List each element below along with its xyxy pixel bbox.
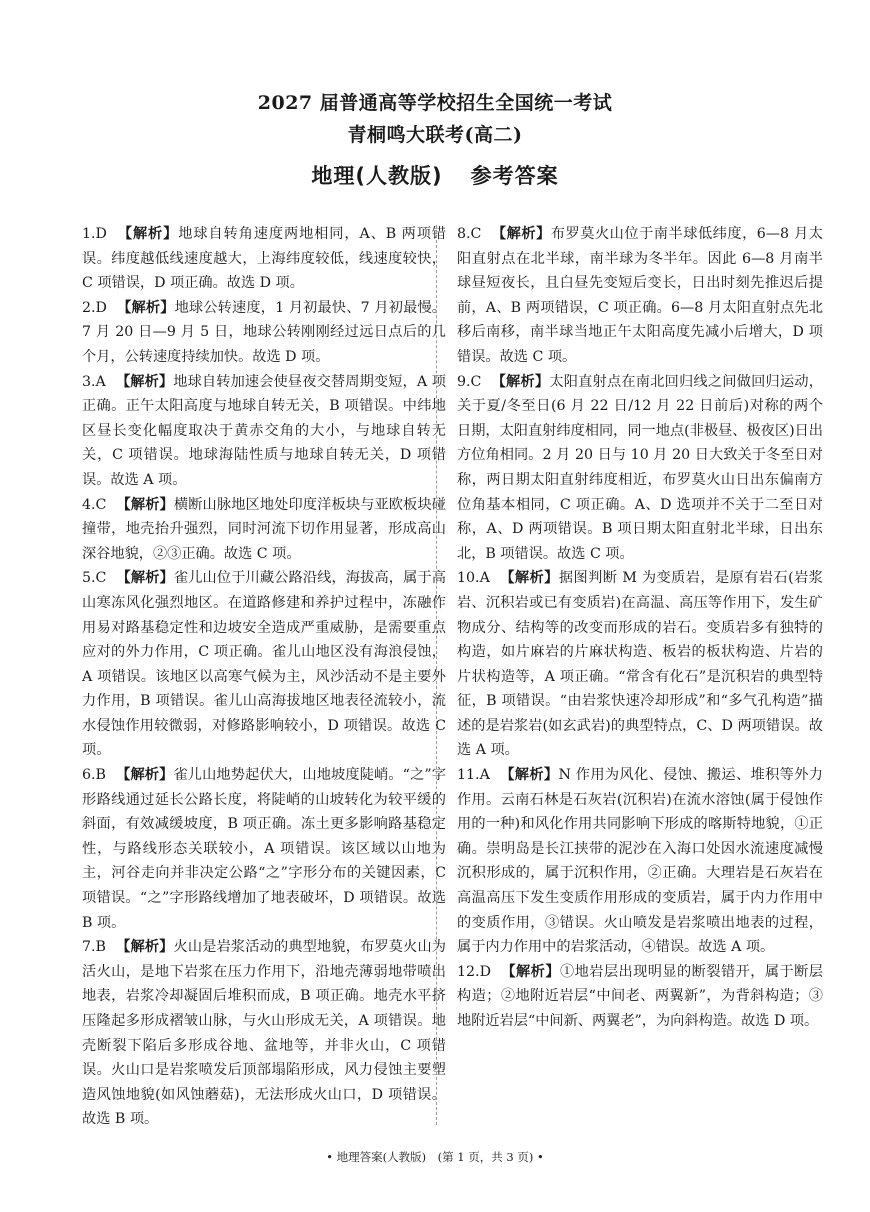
- analysis-text: 横断山脉地区地处印度洋板块与亚欧板块碰撞带，地壳抬升强烈，同时河流下切作用显著，形成高山深谷地貌，②③正确。故选 C 项。: [82, 496, 446, 562]
- answer-choice: A: [479, 570, 490, 587]
- analysis-tag: 【解析】: [116, 570, 174, 587]
- right-column: [457, 222, 823, 1034]
- analysis-tag: 【解析】: [491, 226, 551, 242]
- subject-name: 地理(人教版): [311, 164, 443, 188]
- question-number: 6.: [82, 767, 96, 784]
- analysis-text: ①地岩层出现明显的断裂错开，属于断层构造；②地附近岩层“中间老、两翼新”，为背斜构造；③地附近岩层“中间新、两翼老”，为向斜构造。故选 D 项。: [457, 963, 823, 1029]
- analysis-tag: 【解析】: [115, 373, 174, 390]
- answer-choice: A: [95, 373, 106, 390]
- question-number: 9.: [457, 373, 471, 390]
- answer-item: [82, 222, 446, 296]
- analysis-text: 地球自转角速度两地相同，A、B 两项错误。纬度越低线速度越大，上海纬度较低，线速度较快，C 项错误，D 项正确。故选 D 项。: [82, 226, 446, 292]
- question-number: 2.: [82, 299, 96, 316]
- answer-item: [82, 763, 446, 935]
- analysis-text: 地球公转速度，1 月初最快、7 月初最慢。7 月 20 日—9 月 5 日，地球公转刚刚经过远日点后的几个月，公转速度持续加快。故选 D 项。: [82, 299, 446, 365]
- answer-item: [457, 370, 823, 567]
- question-number: 3.: [82, 373, 96, 390]
- answer-item: [82, 370, 446, 493]
- answer-choice: C: [95, 570, 107, 587]
- analysis-text: 雀儿山位于川藏公路沿线，海拔高，属于高山寒冻风化强烈地区。在道路修建和养护过程中，冻融作用易对路基稳定性和边坡安全造成严重威胁，是需要重点应对的外力作用，C 项正确。雀儿山地区没有海浪侵蚀，A 项错误。该地区以高寒气候为主，风沙活动不是主要外力作用，B 项错误。雀儿山高海拔地区地表径流较小，流水侵蚀作用较微弱，对修路影响较小，D 项错误。故选 C 项。: [82, 570, 446, 759]
- question-number: 11.: [457, 767, 480, 784]
- answer-item: [82, 566, 446, 763]
- question-number: 4.: [82, 496, 96, 513]
- question-number: 8.: [457, 226, 471, 242]
- answer-item: [82, 296, 446, 370]
- analysis-tag: 【解析】: [116, 226, 179, 242]
- analysis-tag: 【解析】: [115, 767, 174, 784]
- question-number: 7.: [82, 939, 96, 956]
- answer-item: [457, 566, 823, 763]
- answer-choice: B: [95, 939, 106, 956]
- analysis-tag: 【解析】: [116, 496, 174, 513]
- analysis-text: 据图判断 M 为变质岩，是原有岩石(岩浆岩、沉积岩或已有变质岩)在高温、高压等作用下，发生矿物成分、结构等的改变而形成的岩石。变质岩多有独特的构造，如片麻岩的片麻状构造、板岩的板状构造、片岩的片状构造等，A 项正确。“常含有化石”是沉积岩的典型特征，B 项错误。“由岩浆快速冷却形成”和“多气孔构造”描述的是岩浆岩(如玄武岩)的典型特点，C、D 两项错误。故选 A 项。: [457, 570, 823, 759]
- analysis-tag: 【解析】: [499, 570, 559, 587]
- answer-item: [457, 222, 823, 370]
- analysis-text: 布罗莫火山位于南半球低纬度，6—8 月太阳直射点在北半球，南半球为冬半年。因此 6—8 月南半球昼短夜长，且白昼先变短后变长，日出时刻先推迟后提前，A、B 两项错误，C 项正确。6—8 月太阳直射点先北移后南移，南半球当地正午太阳高度先减小后增大，D 项错误。故选 C 项。: [457, 226, 823, 365]
- answer-choice: B: [95, 767, 106, 784]
- answer-choice: D: [479, 963, 491, 980]
- answer-item: [457, 763, 823, 960]
- analysis-text: 太阳直射点在南北回归线之间做回归运动，关于夏/冬至日(6 月 22 日/12 月 22 日前后)对称的两个日期，太阳直射纬度相同，同一地点(非极昼、极夜区)日出方位角相同。2 月 20 日与 10 月 20 日大致关于冬至日对称，两日期太阳直射纬度相近，布罗莫火山日出东偏南方位角基本相同，C 项正确。A、D 选项并不关于二至日对称，A、D 两项错误。B 项日期太阳直射北半球，日出东北，B 项错误。故选 C 项。: [457, 373, 823, 562]
- answer-choice: C: [95, 496, 107, 513]
- question-number: 10.: [457, 570, 480, 587]
- question-number: 1.: [82, 226, 96, 242]
- analysis-text: 地球自转加速会使昼夜交替周期变短，A 项正确。正午太阳高度与地球自转无关，B 项错误。中纬地区昼长变化幅度取决于黄赤交角的大小，与地球自转无关，C 项错误。地球海陆性质与地球自转无关，D 项错误。故选 A 项。: [82, 373, 446, 488]
- answer-choice: D: [95, 299, 107, 316]
- column-divider: [436, 225, 437, 1125]
- analysis-tag: 【解析】: [499, 767, 559, 784]
- analysis-tag: 【解析】: [491, 373, 550, 390]
- analysis-text: N 作用为风化、侵蚀、搬运、堆积等外力作用。云南石林是石灰岩(沉积岩)在流水溶蚀(属于侵蚀作用的一种)和风化作用共同影响下形成的喀斯特地貌，①正确。崇明岛是长江挟带的泥沙在入海口处因水流速度减慢沉积形成的，属于沉积作用，②正确。大理岩是石灰岩在高温高压下发生变质作用形成的变质岩，属于内力作用中的变质作用，③错误。火山喷发是岩浆喷出地表的过程，属于内力作用中的岩浆活动，④错误。故选 A 项。: [457, 767, 823, 956]
- analysis-tag: 【解析】: [115, 939, 174, 956]
- exam-subtitle: 青桐鸣大联考(高二): [347, 124, 523, 146]
- exam-title: 2027 届普通高等学校招生全国统一考试: [257, 92, 613, 114]
- analysis-text: 雀儿山地势起伏大，山地坡度陡峭。“之”字形路线通过延长公路长度，将陡峭的山坡转化为较平缓的斜面，有效减缓坡度，B 项正确。冻土更多影响路基稳定性，与路线形态关联较小，A 项错误。该区域以山地为主，河谷走向并非决定公路“之”字形分布的关键因素，C 项错误。“之”字形路线增加了地表破坏，D 项错误。故选 B 项。: [82, 767, 446, 931]
- answer-item: [82, 493, 446, 567]
- doc-type: 参考答案: [470, 164, 559, 188]
- analysis-tag: 【解析】: [116, 299, 175, 316]
- analysis-tag: 【解析】: [500, 963, 560, 980]
- question-number: 5.: [82, 570, 96, 587]
- answer-choice: D: [95, 226, 107, 242]
- question-number: 12.: [457, 963, 480, 980]
- page-footer: • 地理答案(人教版) (第 1 页，共 3 页) •: [326, 1150, 544, 1164]
- subject-title: [0, 160, 870, 190]
- answer-choice: A: [479, 767, 490, 784]
- answer-item: [82, 935, 446, 1132]
- answer-choice: C: [470, 373, 482, 390]
- left-column: [82, 222, 446, 1132]
- analysis-text: 火山是岩浆活动的典型地貌，布罗莫火山为活火山，是地下岩浆在压力作用下，沿地壳薄弱地带喷出地表，岩浆冷却凝固后堆积而成，B 项正确。地壳水平挤压隆起多形成褶皱山脉，与火山形成无关，A 项错误。地壳断裂下陷后多形成谷地、盆地等，并非火山，C 项错误。火山口是岩浆喷发后顶部塌陷形成，风力侵蚀主要塑造风蚀地貌(如风蚀蘑菇)，无法形成火山口，D 项错误。故选 B 项。: [82, 939, 446, 1128]
- answer-item: [457, 960, 823, 1034]
- answer-choice: C: [470, 226, 482, 242]
